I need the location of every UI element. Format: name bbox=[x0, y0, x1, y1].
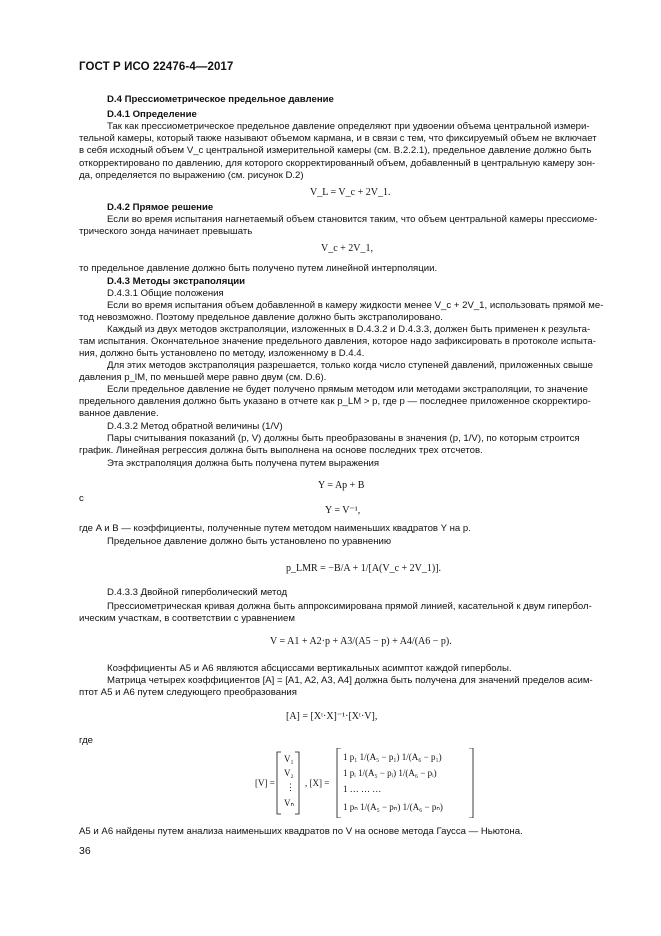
paragraph-line: там испытания. Окончательное значение предельного давления, которое надо зафиксировать в протоколе испыта- bbox=[79, 336, 596, 347]
svg-text:V₂: V₂ bbox=[284, 768, 294, 778]
paragraph-line: Если предельное давление не будет получено прямым методом или методами экстраполяции, то значение bbox=[107, 384, 588, 395]
svg-text:1 pᵢ 1/(A₅ − pᵢ) 1/(A₆ −: 1 pᵢ 1/(A₅ − pᵢ) 1/(A₆ − pᵢ) bbox=[343, 768, 437, 778]
paragraph-line: Коэффициенты A5 и A6 являются абсциссами вертикальных асимптот каждой гиперболы. bbox=[107, 663, 512, 674]
equation-matrix-a: [A] = [Xᵗ·X]⁻¹·[Xᵗ·V], bbox=[286, 711, 378, 722]
paragraph-line: ическим участкам, в соответствии с уравнением bbox=[79, 613, 295, 624]
paragraph-line: тод невозможно. Поэтому предельное давление должно быть экстраполировано. bbox=[79, 312, 443, 323]
svg-text:1 pₙ 1/(A₅ − pₙ) 1/(A₆ −: 1 pₙ 1/(A₅ − pₙ) 1/(A₆ − pₙ) bbox=[343, 802, 443, 812]
paragraph-line: Пары считывания показаний (p, V) должны быть преобразованы в значения (p, 1/V), по которым строится bbox=[107, 433, 580, 444]
matrix-figure bbox=[255, 748, 475, 818]
section-heading-d4: D.4 Прессиометрическое предельное давление bbox=[107, 94, 334, 105]
svg-text:[V] =: [V] = bbox=[255, 778, 275, 788]
paragraph-line: да, определяется по выражению (см. рисунок D.2) bbox=[79, 170, 304, 181]
paragraph-line: Так как прессиометрическое предельное давление определяют при удвоении объема центральной измери- bbox=[107, 121, 590, 132]
paragraph-line: давления p_lM, по меньшей мере равно двум (см. D.6). bbox=[79, 372, 327, 383]
subsection-heading-d431: D.4.3.1 Общие положения bbox=[107, 288, 224, 299]
equation-y: Y = Ap + B bbox=[318, 480, 365, 491]
section-heading-d41: D.4.1 Определение bbox=[107, 109, 197, 120]
word-with: с bbox=[79, 493, 84, 504]
svg-text:⋮: ⋮ bbox=[286, 782, 295, 792]
paragraph-line: предельного давления должно быть указано в отчете как p_LM > p, где p — последнее приложенное скорректиро- bbox=[79, 396, 591, 407]
paragraph-line: Для этих методов экстраполяция разрешается, только когда число ступеней давлений, приложенных свыше bbox=[107, 360, 593, 371]
section-heading-d43: D.4.3 Методы экстраполяции bbox=[107, 276, 246, 287]
equation-vl: V_L = V_c + 2V_1. bbox=[310, 187, 391, 198]
paragraph-line: A5 и A6 найдены путем анализа наименьших квадратов по V на основе метода Гаусса — Ньютона. bbox=[79, 826, 523, 837]
equation-vc: V_c + 2V_1, bbox=[321, 243, 374, 254]
paragraph-line: птот A5 и A6 путем следующего преобразования bbox=[79, 687, 297, 698]
word-where: где bbox=[79, 735, 94, 746]
paragraph-line: Предельное давление должно быть установлено по уравнению bbox=[107, 536, 392, 547]
paragraph-line: ванное давление. bbox=[79, 408, 159, 419]
section-heading-d42: D.4.2 Прямое решение bbox=[107, 202, 214, 213]
paragraph-line: то предельное давление должно быть получено путем линейной интерполяции. bbox=[79, 263, 438, 274]
svg-text:, [X] =: , [X] = bbox=[305, 778, 330, 788]
svg-text:V₁: V₁ bbox=[284, 754, 294, 764]
paragraph-line: Если во время испытания нагнетаемый объем становится таким, что объем центральной камеры прессиоме- bbox=[107, 214, 598, 225]
paragraph-line: откорректировано по давлению, для которого скорректированный объем, добавленный в центральную камеру зон- bbox=[79, 158, 596, 169]
equation-double-hyperbolic: V = A1 + A2·p + A3/(A5 − p) + A4/(A6 − p). bbox=[270, 636, 452, 647]
paragraph-line: Прессиометрическая кривая должна быть аппроксимирована прямой линией, касательной к двум гипербол- bbox=[107, 601, 592, 612]
paragraph-line: где A и B — коэффициенты, полученные путем методом наименьших квадратов Y на p. bbox=[79, 523, 471, 534]
page-number: 36 bbox=[79, 845, 91, 857]
paragraph-line: Эта экстраполяция должна быть получена путем выражения bbox=[107, 458, 380, 469]
paragraph-line: в себя исходный объем V_c центральной измерительной камеры (см. В.2.2.1), предельное давление должно быть bbox=[79, 145, 592, 156]
paragraph-line: Каждый из двух методов экстраполяции, изложенных в D.4.3.2 и D.4.3.3, должен быть применен к результа- bbox=[107, 324, 591, 335]
paragraph-line: тельной камеры, который также называют объемом кармана, и в связи с тем, что фиксируемый объем не включает bbox=[79, 133, 597, 144]
subsection-heading-d432: D.4.3.2 Метод обратной величины (1/V) bbox=[107, 421, 283, 432]
equation-y-inverse: Y = V⁻¹, bbox=[325, 505, 361, 516]
page-header: ГОСТ Р ИСО 22476-4—2017 bbox=[79, 61, 234, 73]
paragraph-line: график. Линейная регрессия должна быть выполнена на основе последних трех отсчетов. bbox=[79, 445, 483, 456]
svg-text:1 p₁ 1/(A₅ − p₁) 1/(A₆ −: 1 p₁ 1/(A₅ − p₁) 1/(A₆ − p₁) bbox=[343, 752, 442, 762]
paragraph-line: трического зонда начинает превышать bbox=[79, 226, 253, 237]
subsection-heading-d433: D.4.3.3 Двойной гиперболический метод bbox=[107, 587, 288, 598]
svg-text:1 … … …: 1 … … … bbox=[343, 784, 382, 794]
paragraph-line: ния, должно быть установлено по методу, изложенному в D.4.4. bbox=[79, 348, 365, 359]
paragraph-line: Если во время испытания объем добавленной в камеру жидкости менее V_c + 2V_1, использовать прямой ме- bbox=[107, 300, 604, 311]
equation-plmr: p_LMR = −B/A + 1/[A(V_c + 2V_1)]. bbox=[286, 563, 442, 574]
paragraph-line: Матрица четырех коэффициентов [A] = [A1, A2, A3, A4] должна быть получена для значений пределов асим- bbox=[107, 675, 593, 686]
svg-text:Vₙ: Vₙ bbox=[284, 798, 295, 808]
